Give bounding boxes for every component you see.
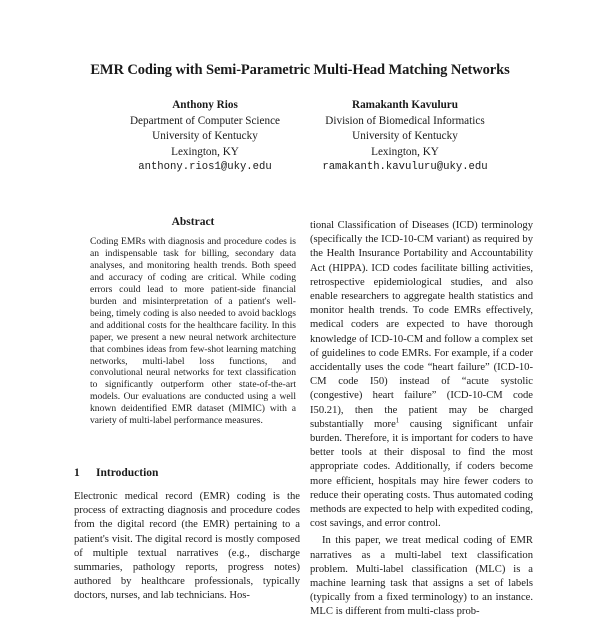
author-institution: University of Kentucky	[352, 130, 458, 142]
author-name: Anthony Rios	[172, 99, 238, 111]
author-block	[100, 98, 310, 176]
abstract-heading: Abstract	[171, 216, 215, 228]
paragraph-text: tional Classification of Diseases (ICD) terminology (specifically the ICD-10-CM variant) as required by the Health Insurance Portability and Accountability Act (HIPPA). ICD codes facilitate billing activities, retrospective epidemiological studies, and also enable researchers to aggregate health statistics and monitor health trends. To code EMRs effectively, medical coders are expected to have thorough knowledge of ICD-10-CM and follow a complex set of guidelines to code EMRs. For example, if a coder accidentally uses the code “heart failure” (ICD-10-CM code I50) instead of “acute systolic (congestive) heart failure” (ICD-10-CM code I50.21), then the patient may be charged substantially more	[310, 220, 533, 430]
section-heading	[74, 467, 299, 479]
intro-right-paragraph-2: In this paper, we treat medical coding of EMR narratives as a multi-label text classification problem. Multi-label classification (MLC) is a machine learning task that assigns a set of labels (typically from a fixed terminology) to an instance. MLC is different from multi-class prob-	[310, 535, 533, 618]
section-number: 1	[74, 467, 80, 479]
author-location: Lexington, KY	[171, 145, 239, 158]
author-affiliation: Division of Biomedical Informatics	[325, 114, 485, 127]
abstract-text: Coding EMRs with diagnosis and procedure codes is an indispensable task for billing, secondary data analyses, and monitoring health trends. Both speed and accuracy of coding are critical. While coding errors could lead to more patient-side financial burden and misinterpretation of a patient's well-being, timely coding is also needed to avoid backlogs and additional costs for the healthcare facility. In this paper, we present a new neural network architecture that combines ideas from few-shot learning matching networks, multi-label loss functions, and convolutional neural networks for text classification to significantly outperform other state-of-the-art models. Our evaluations are conducted using a well known deidentified EMR dataset (MIMIC) with a variety of multi-label performance measures.	[90, 236, 296, 427]
author-affiliation: Department of Computer Science	[129, 114, 281, 127]
intro-right-paragraph-1	[310, 219, 533, 531]
paragraph-text: causing significant unfair burden. Therefore, it is important for coders to have better tools at their disposal to find the most appropriate codes. Additionally, if coders become more efficient, hospitals may hire fewer coders to reduce their operating costs. Thus automated coding methods are expected to help with expedited coding, cost savings, and error control.	[310, 418, 534, 530]
author-institution: University of Kentucky	[152, 130, 258, 142]
author-location: Lexington, KY	[371, 145, 439, 158]
section-title: Introduction	[96, 467, 159, 479]
paper-title: EMR Coding with Semi-Parametric Multi-Head Matching Networks	[90, 62, 510, 78]
author-email: ramakanth.kavuluru@uky.edu	[322, 161, 488, 173]
author-name: Ramakanth Kavuluru	[352, 99, 458, 111]
author-block	[300, 98, 510, 176]
intro-right-column	[310, 219, 533, 620]
intro-left-paragraph: Electronic medical record (EMR) coding is the process of extracting diagnosis and procedure codes from the digital record (the EMR) pertaining to a patient's visit. The digital record is mostly composed of multiple textual narratives (e.g., discharge summaries, pathology reports, progress notes) authored by healthcare professionals, typically doctors, nurses, and lab technicians. Hos-	[74, 491, 300, 602]
footnote-mark: 1	[395, 416, 400, 425]
author-email: anthony.rios1@uky.edu	[138, 161, 272, 173]
